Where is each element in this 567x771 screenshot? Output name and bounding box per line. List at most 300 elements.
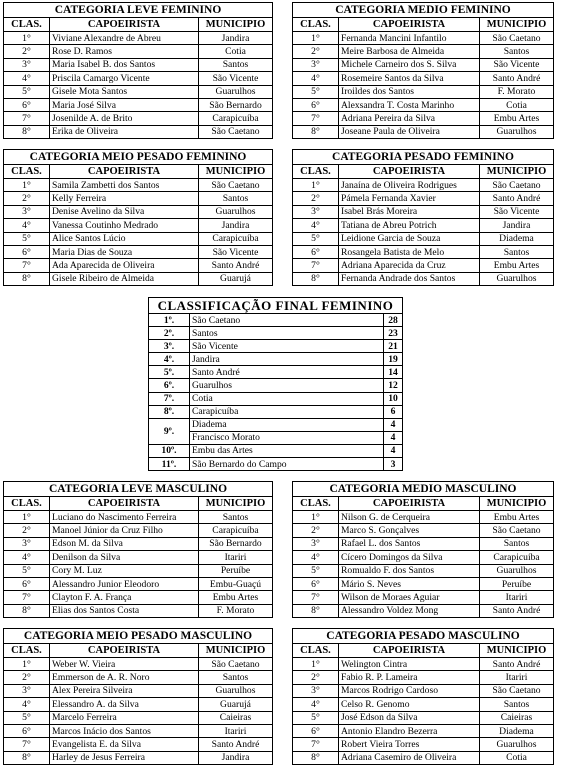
municipio-cell: Embu-Guaçú	[198, 577, 272, 590]
column-header-municipio: MUNICIPIO	[479, 18, 553, 32]
municipio-cell: Diadema	[479, 724, 553, 737]
position-cell: 3°	[4, 205, 50, 218]
position-cell: 6°	[293, 724, 339, 737]
table-row	[4, 58, 273, 71]
final-row	[149, 327, 403, 340]
position-cell: 8°	[4, 604, 50, 617]
name-cell: Maria José Silva	[50, 98, 199, 111]
table-row	[4, 72, 273, 85]
municipio-cell: Itariri	[480, 591, 554, 604]
municipio-cell: Caieiras	[479, 711, 553, 724]
name-cell: Denilson da Silva	[50, 551, 199, 564]
column-header-clas: CLAS.	[293, 18, 339, 32]
table-row	[293, 32, 554, 45]
table-row	[4, 85, 273, 98]
municipio-cell: Guarulhos	[199, 205, 273, 218]
position-cell: 1°	[4, 658, 50, 671]
column-header-clas: CLAS.	[293, 165, 339, 179]
name-cell: Rafael L. dos Santos	[339, 537, 480, 550]
table-row	[4, 112, 273, 125]
city-cell: Santo André	[190, 366, 384, 379]
table-row	[293, 192, 554, 205]
municipio-cell: São Caetano	[199, 179, 273, 192]
rank-cell: 5º.	[149, 366, 190, 379]
municipio-cell: Peruíbe	[198, 564, 272, 577]
municipio-cell: Jandira	[199, 219, 273, 232]
points-cell: 19	[384, 353, 403, 366]
table-row	[4, 577, 273, 590]
name-cell: Evangelista E. da Silva	[50, 738, 199, 751]
city-cell: Jandira	[190, 353, 384, 366]
name-cell: Cícero Domingos da Silva	[339, 551, 480, 564]
position-cell: 7°	[4, 259, 50, 272]
municipio-cell: Cotia	[199, 45, 273, 58]
position-cell: 2°	[4, 45, 50, 58]
table-row	[293, 751, 554, 764]
table-row	[293, 232, 554, 245]
table-row	[4, 551, 273, 564]
name-cell: Alessandro Voldez Mong	[339, 604, 480, 617]
name-cell: Tatiana de Abreu Potrich	[339, 219, 480, 232]
rank-cell: 6º.	[149, 379, 190, 392]
municipio-cell: Cotia	[479, 98, 553, 111]
table-row	[4, 698, 273, 711]
name-cell: Josenilde A. de Brito	[50, 112, 199, 125]
rank-cell: 3º.	[149, 340, 190, 353]
name-cell: Joseane Paula de Oliveira	[339, 125, 480, 138]
name-cell: Nilson G. de Cerqueira	[339, 511, 480, 524]
table-title: CATEGORIA PESADO FEMININO	[293, 150, 554, 165]
name-cell: Maria Dias de Souza	[50, 245, 199, 258]
table-row	[293, 72, 554, 85]
position-cell: 4°	[293, 72, 339, 85]
municipio-cell: Carapicuíba	[199, 112, 273, 125]
municipio-cell: Guarujá	[198, 698, 272, 711]
position-cell: 5°	[4, 564, 50, 577]
position-cell: 6°	[293, 98, 339, 111]
position-cell: 7°	[4, 738, 50, 751]
name-cell: Manoel Júnior da Cruz Filho	[50, 524, 199, 537]
points-cell: 6	[384, 405, 403, 418]
table-title: CATEGORIA MEIO PESADO FEMININO	[4, 150, 273, 165]
name-cell: Marcos Inácio dos Santos	[50, 724, 199, 737]
table-row	[293, 58, 554, 71]
municipio-cell: São Bernardo	[198, 537, 272, 550]
position-cell: 3°	[293, 684, 339, 697]
position-cell: 8°	[4, 272, 50, 285]
position-cell: 5°	[293, 232, 339, 245]
municipio-cell: Peruíbe	[480, 577, 554, 590]
column-header-municipio: MUNICIPIO	[198, 497, 272, 511]
name-cell: Harley de Jesus Ferreira	[50, 751, 199, 764]
rank-cell: 8º.	[149, 405, 190, 418]
table-meio-pesado-masculino	[3, 628, 273, 765]
city-cell: Guarulhos	[190, 379, 384, 392]
final-row	[149, 392, 403, 405]
municipio-cell: São Caetano	[479, 32, 553, 45]
column-header-capoeirista: CAPOEIRISTA	[50, 497, 199, 511]
name-cell: Pámela Fernanda Xavier	[339, 192, 480, 205]
municipio-cell: São Caetano	[199, 125, 273, 138]
name-cell: Fabio R. P. Lameira	[339, 671, 480, 684]
final-row	[149, 366, 403, 379]
name-cell: Samila Zambetti dos Santos	[50, 179, 199, 192]
municipio-cell: Guarulhos	[198, 684, 272, 697]
table-row	[4, 658, 273, 671]
position-cell: 7°	[4, 112, 50, 125]
table-row	[4, 192, 273, 205]
table-row	[4, 511, 273, 524]
table-meio-pesado-feminino	[3, 149, 273, 286]
position-cell: 8°	[293, 272, 339, 285]
name-cell: Clayton F. A. França	[50, 591, 199, 604]
table-row	[4, 524, 273, 537]
position-cell: 8°	[293, 751, 339, 764]
table-leve-feminino	[3, 2, 273, 139]
municipio-cell: Embu Artes	[480, 511, 554, 524]
name-cell: Antonio Elandro Bezerra	[339, 724, 480, 737]
municipio-cell: Diadema	[480, 232, 554, 245]
municipio-cell: Santo André	[198, 738, 272, 751]
table-row	[4, 259, 273, 272]
position-cell: 3°	[293, 537, 339, 550]
position-cell: 1°	[293, 511, 339, 524]
position-cell: 4°	[293, 551, 339, 564]
table-title: CATEGORIA PESADO MASCULINO	[293, 629, 554, 644]
city-cell: São Vicente	[190, 340, 384, 353]
position-cell: 8°	[4, 125, 50, 138]
rank-cell: 2º.	[149, 327, 190, 340]
name-cell: Janaína de Oliveira Rodrigues	[339, 179, 480, 192]
points-cell: 3	[384, 458, 403, 471]
name-cell: Weber W. Vieira	[50, 658, 199, 671]
name-cell: Celso R. Genomo	[339, 698, 480, 711]
table-pesado-feminino	[292, 149, 554, 286]
position-cell: 7°	[293, 112, 339, 125]
column-header-capoeirista: CAPOEIRISTA	[339, 497, 480, 511]
table-medio-masculino	[292, 481, 554, 618]
position-cell: 1°	[293, 32, 339, 45]
position-cell: 3°	[4, 684, 50, 697]
table-medio-feminino	[292, 2, 554, 139]
city-cell: Santos	[190, 327, 384, 340]
name-cell: Alessandro Junior Eleodoro	[50, 577, 199, 590]
position-cell: 3°	[4, 537, 50, 550]
name-cell: Alice Santos Lúcio	[50, 232, 199, 245]
rank-cell: 7º.	[149, 392, 190, 405]
points-cell: 4	[384, 444, 403, 457]
municipio-cell: Guarujá	[199, 272, 273, 285]
municipio-cell: Santos	[199, 192, 273, 205]
final-classification-table	[148, 297, 403, 471]
name-cell: Erika de Oliveira	[50, 125, 199, 138]
name-cell: Denise Avelino da Silva	[50, 205, 199, 218]
municipio-cell: São Vicente	[479, 58, 553, 71]
name-cell: Emmerson de A. R. Noro	[50, 671, 199, 684]
municipio-cell: Carapicuíba	[480, 551, 554, 564]
column-header-municipio: MUNICIPIO	[480, 497, 554, 511]
position-cell: 6°	[293, 577, 339, 590]
municipio-cell: Guarulhos	[480, 564, 554, 577]
table-row	[4, 684, 273, 697]
table-row	[4, 604, 273, 617]
table-row	[293, 98, 554, 111]
table-row	[293, 551, 554, 564]
municipio-cell: Santos	[479, 698, 553, 711]
name-cell: Viviane Alexandre de Abreu	[50, 32, 199, 45]
name-cell: Cory M. Luz	[50, 564, 199, 577]
column-header-clas: CLAS.	[4, 644, 50, 658]
municipio-cell: Carapicuíba	[198, 524, 272, 537]
position-cell: 8°	[293, 604, 339, 617]
name-cell: Luciano do Nascimento Ferreira	[50, 511, 199, 524]
position-cell: 1°	[4, 32, 50, 45]
position-cell: 3°	[293, 205, 339, 218]
municipio-cell: São Bernardo	[199, 98, 273, 111]
city-cell: Francisco Morato	[190, 431, 384, 444]
table-row	[293, 511, 554, 524]
city-cell: Diadema	[190, 418, 384, 431]
name-cell: Adriana Pereira da Silva	[339, 112, 480, 125]
position-cell: 5°	[293, 564, 339, 577]
city-cell: São Bernardo do Campo	[190, 458, 384, 471]
column-header-clas: CLAS.	[4, 165, 50, 179]
municipio-cell: Guarulhos	[199, 85, 273, 98]
name-cell: Ada Aparecida de Oliveira	[50, 259, 199, 272]
position-cell: 2°	[293, 192, 339, 205]
municipio-cell: Santos	[480, 245, 554, 258]
municipio-cell: São Caetano	[479, 684, 553, 697]
position-cell: 5°	[293, 711, 339, 724]
position-cell: 1°	[4, 179, 50, 192]
municipio-cell: Jandira	[199, 32, 273, 45]
final-row	[149, 405, 403, 418]
points-cell: 21	[384, 340, 403, 353]
table-row	[293, 179, 554, 192]
name-cell: Marcelo Ferreira	[50, 711, 199, 724]
position-cell: 8°	[293, 125, 339, 138]
name-cell: Robert Vieira Torres	[339, 738, 480, 751]
city-cell: Embu das Artes	[190, 444, 384, 457]
table-row	[293, 259, 554, 272]
column-header-capoeirista: CAPOEIRISTA	[339, 18, 480, 32]
name-cell: Rosangela Batista de Melo	[339, 245, 480, 258]
position-cell: 5°	[4, 711, 50, 724]
points-cell: 4	[384, 418, 403, 431]
table-row	[293, 205, 554, 218]
table-row	[293, 738, 554, 751]
municipio-cell: Jandira	[198, 751, 272, 764]
municipio-cell: Santo André	[479, 658, 553, 671]
table-row	[4, 245, 273, 258]
points-cell: 28	[384, 314, 403, 327]
position-cell: 2°	[293, 524, 339, 537]
table-row	[293, 125, 554, 138]
municipio-cell: São Caetano	[480, 179, 554, 192]
final-row	[149, 340, 403, 353]
municipio-cell: Santos	[199, 58, 273, 71]
name-cell: Adriana Aparecida da Cruz	[339, 259, 480, 272]
name-cell: Adriana Casemiro de Oliveira	[339, 751, 480, 764]
position-cell: 2°	[4, 671, 50, 684]
municipio-cell: São Caetano	[198, 658, 272, 671]
municipio-cell: Itariri	[479, 671, 553, 684]
municipio-cell: Caieiras	[198, 711, 272, 724]
table-row	[293, 577, 554, 590]
column-header-capoeirista: CAPOEIRISTA	[50, 18, 199, 32]
table-row	[4, 537, 273, 550]
position-cell: 7°	[293, 738, 339, 751]
column-header-municipio: MUNICIPIO	[199, 18, 273, 32]
municipio-cell: Embu Artes	[198, 591, 272, 604]
final-row	[149, 444, 403, 457]
municipio-cell: Santo André	[199, 259, 273, 272]
table-row	[4, 98, 273, 111]
city-cell: Cotia	[190, 392, 384, 405]
rank-cell: 11º.	[149, 458, 190, 471]
municipio-cell: Santos	[480, 537, 554, 550]
position-cell: 3°	[293, 58, 339, 71]
position-cell: 4°	[293, 219, 339, 232]
table-title: CATEGORIA MEDIO FEMININO	[293, 3, 554, 18]
table-row	[4, 564, 273, 577]
final-row	[149, 353, 403, 366]
column-header-municipio: MUNICIPIO	[480, 165, 554, 179]
table-row	[4, 671, 273, 684]
table-row	[293, 711, 554, 724]
municipio-cell: São Vicente	[199, 72, 273, 85]
table-row	[4, 219, 273, 232]
table-row	[293, 112, 554, 125]
municipio-cell: F. Morato	[198, 604, 272, 617]
table-row	[293, 564, 554, 577]
name-cell: Mário S. Neves	[339, 577, 480, 590]
municipio-cell: Santos	[198, 511, 272, 524]
points-cell: 4	[384, 431, 403, 444]
column-header-clas: CLAS.	[293, 644, 339, 658]
table-row	[4, 125, 273, 138]
final-title: CLASSIFICAÇÃO FINAL FEMININO	[149, 298, 403, 314]
position-cell: 1°	[4, 511, 50, 524]
points-cell: 14	[384, 366, 403, 379]
municipio-cell: Santos	[198, 671, 272, 684]
name-cell: Iroildes dos Santos	[339, 85, 480, 98]
column-header-municipio: MUNICIPIO	[479, 644, 553, 658]
points-cell: 23	[384, 327, 403, 340]
municipio-cell: Guarulhos	[480, 272, 554, 285]
name-cell: Gisele Ribeiro de Almeida	[50, 272, 199, 285]
name-cell: Maria Isabel B. dos Santos	[50, 58, 199, 71]
name-cell: Marcos Rodrigo Cardoso	[339, 684, 480, 697]
table-row	[293, 591, 554, 604]
position-cell: 7°	[4, 591, 50, 604]
name-cell: Alexsandra T. Costa Marinho	[339, 98, 480, 111]
name-cell: Gisele Mota Santos	[50, 85, 199, 98]
table-row	[4, 711, 273, 724]
position-cell: 7°	[293, 591, 339, 604]
rank-cell: 10º.	[149, 444, 190, 457]
table-row	[293, 85, 554, 98]
table-row	[293, 698, 554, 711]
position-cell: 4°	[293, 698, 339, 711]
name-cell: Isabel Brás Moreira	[339, 205, 480, 218]
final-row	[149, 314, 403, 327]
position-cell: 6°	[4, 577, 50, 590]
name-cell: Wilson de Moraes Aguiar	[339, 591, 480, 604]
final-row	[149, 458, 403, 471]
table-row	[4, 205, 273, 218]
table-row	[293, 684, 554, 697]
name-cell: Romualdo F. dos Santos	[339, 564, 480, 577]
name-cell: Fernanda Mancini Infantilo	[339, 32, 480, 45]
table-leve-masculino	[3, 481, 273, 618]
rank-cell: 9º.	[149, 418, 190, 444]
name-cell: José Edson da Silva	[339, 711, 480, 724]
position-cell: 6°	[4, 245, 50, 258]
column-header-capoeirista: CAPOEIRISTA	[339, 644, 480, 658]
name-cell: Vanessa Coutinho Medrado	[50, 219, 199, 232]
column-header-clas: CLAS.	[293, 497, 339, 511]
municipio-cell: Guarulhos	[479, 738, 553, 751]
municipio-cell: São Vicente	[480, 205, 554, 218]
name-cell: Meire Barbosa de Almeida	[339, 45, 480, 58]
name-cell: Michele Carneiro dos S. Silva	[339, 58, 480, 71]
points-cell: 12	[384, 379, 403, 392]
table-row	[293, 671, 554, 684]
name-cell: Fernanda Andrade dos Santos	[339, 272, 480, 285]
table-row	[4, 751, 273, 764]
municipio-cell: São Vicente	[199, 245, 273, 258]
name-cell: Rosemeire Santos da Silva	[339, 72, 480, 85]
table-row	[293, 45, 554, 58]
table-pesado-masculino	[292, 628, 554, 765]
position-cell: 7°	[293, 259, 339, 272]
municipio-cell: Itariri	[198, 551, 272, 564]
points-cell: 10	[384, 392, 403, 405]
column-header-municipio: MUNICIPIO	[199, 165, 273, 179]
position-cell: 4°	[4, 219, 50, 232]
position-cell: 2°	[293, 671, 339, 684]
municipio-cell: F. Morato	[479, 85, 553, 98]
municipio-cell: São Caetano	[480, 524, 554, 537]
position-cell: 4°	[4, 551, 50, 564]
table-row	[4, 179, 273, 192]
municipio-cell: Embu Artes	[480, 259, 554, 272]
final-row	[149, 379, 403, 392]
city-cell: São Caetano	[190, 314, 384, 327]
column-header-capoeirista: CAPOEIRISTA	[50, 644, 199, 658]
name-cell: Welington Cintra	[339, 658, 480, 671]
table-title: CATEGORIA LEVE MASCULINO	[4, 482, 273, 497]
table-row	[4, 232, 273, 245]
municipio-cell: Santo André	[480, 604, 554, 617]
table-row	[293, 537, 554, 550]
column-header-clas: CLAS.	[4, 497, 50, 511]
table-row	[4, 32, 273, 45]
position-cell: 6°	[4, 98, 50, 111]
table-title: CATEGORIA MEDIO MASCULINO	[293, 482, 554, 497]
rank-cell: 1º.	[149, 314, 190, 327]
table-row	[293, 604, 554, 617]
table-row	[293, 219, 554, 232]
table-row	[293, 272, 554, 285]
name-cell: Elias dos Santos Costa	[50, 604, 199, 617]
column-header-capoeirista: CAPOEIRISTA	[50, 165, 199, 179]
municipio-cell: Cotia	[479, 751, 553, 764]
column-header-capoeirista: CAPOEIRISTA	[339, 165, 480, 179]
final-row	[149, 418, 403, 431]
table-row	[293, 724, 554, 737]
